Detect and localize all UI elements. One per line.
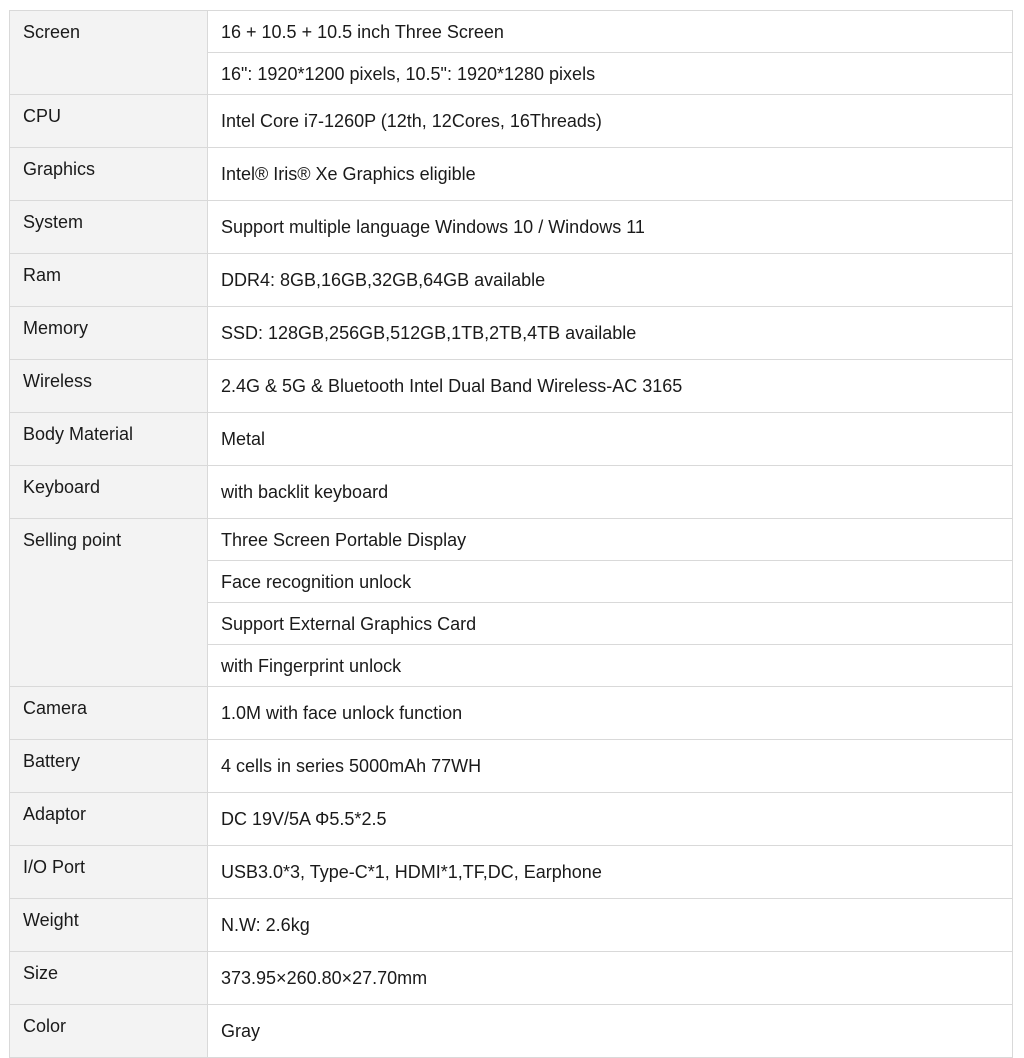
table-row (10, 793, 1013, 846)
table-row (10, 466, 1013, 519)
spec-label-screen: Screen (10, 11, 208, 95)
spec-value-selling-point-2: Face recognition unlock (208, 561, 1013, 603)
spec-value-adaptor: DC 19V/5A Φ5.5*2.5 (208, 793, 1013, 846)
spec-value-size: 373.95×260.80×27.70mm (208, 952, 1013, 1005)
table-row (10, 360, 1013, 413)
spec-label-battery: Battery (10, 740, 208, 793)
spec-value-cpu: Intel Core i7-1260P (12th, 12Cores, 16Threads) (208, 95, 1013, 148)
table-row (10, 254, 1013, 307)
spec-value-weight: N.W: 2.6kg (208, 899, 1013, 952)
spec-value-selling-point-1: Three Screen Portable Display (208, 519, 1013, 561)
spec-value-graphics: Intel® Iris® Xe Graphics eligible (208, 148, 1013, 201)
spec-value-screen-size: 16 + 10.5 + 10.5 inch Three Screen (208, 11, 1013, 53)
table-row (10, 201, 1013, 254)
spec-label-cpu: CPU (10, 95, 208, 148)
spec-value-memory: SSD: 128GB,256GB,512GB,1TB,2TB,4TB available (208, 307, 1013, 360)
spec-label-weight: Weight (10, 899, 208, 952)
spec-label-memory: Memory (10, 307, 208, 360)
spec-table (9, 10, 1013, 1058)
table-row (10, 952, 1013, 1005)
spec-label-keyboard: Keyboard (10, 466, 208, 519)
table-row (10, 413, 1013, 466)
spec-value-wireless: 2.4G & 5G & Bluetooth Intel Dual Band Wireless-AC 3165 (208, 360, 1013, 413)
spec-label-ram: Ram (10, 254, 208, 307)
spec-value-screen-resolution: 16": 1920*1200 pixels, 10.5": 1920*1280 pixels (208, 53, 1013, 95)
table-row (10, 687, 1013, 740)
spec-label-adaptor: Adaptor (10, 793, 208, 846)
spec-value-camera: 1.0M with face unlock function (208, 687, 1013, 740)
spec-value-keyboard: with backlit keyboard (208, 466, 1013, 519)
table-row (10, 95, 1013, 148)
spec-value-selling-point-4: with Fingerprint unlock (208, 645, 1013, 687)
table-row (10, 307, 1013, 360)
spec-label-wireless: Wireless (10, 360, 208, 413)
table-row (10, 148, 1013, 201)
spec-value-color: Gray (208, 1005, 1013, 1058)
spec-label-graphics: Graphics (10, 148, 208, 201)
spec-label-system: System (10, 201, 208, 254)
spec-value-battery: 4 cells in series 5000mAh 77WH (208, 740, 1013, 793)
spec-label-size: Size (10, 952, 208, 1005)
spec-label-body-material: Body Material (10, 413, 208, 466)
table-row (10, 11, 1013, 53)
spec-label-camera: Camera (10, 687, 208, 740)
spec-label-io-port: I/O Port (10, 846, 208, 899)
spec-label-color: Color (10, 1005, 208, 1058)
table-row (10, 846, 1013, 899)
table-row (10, 519, 1013, 561)
spec-value-selling-point-3: Support External Graphics Card (208, 603, 1013, 645)
table-row (10, 1005, 1013, 1058)
spec-value-ram: DDR4: 8GB,16GB,32GB,64GB available (208, 254, 1013, 307)
spec-value-body-material: Metal (208, 413, 1013, 466)
spec-label-selling-point: Selling point (10, 519, 208, 687)
spec-table-body (10, 11, 1013, 1058)
spec-value-system: Support multiple language Windows 10 / Windows 11 (208, 201, 1013, 254)
table-row (10, 899, 1013, 952)
spec-value-io-port: USB3.0*3, Type-C*1, HDMI*1,TF,DC, Earphone (208, 846, 1013, 899)
table-row (10, 740, 1013, 793)
